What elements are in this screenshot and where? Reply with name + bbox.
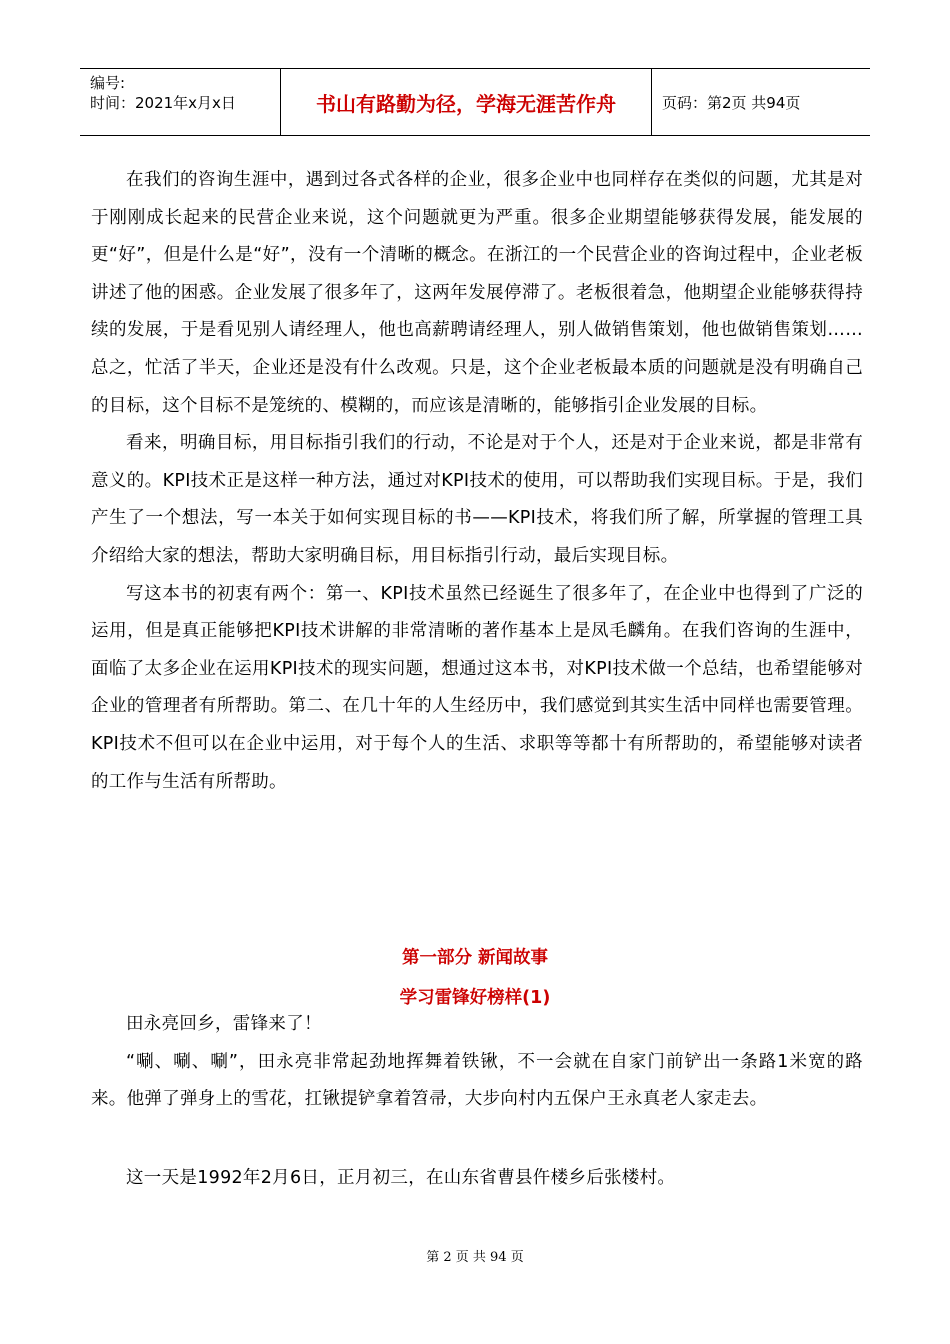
header-table: [80, 68, 870, 136]
story-title: 学习雷锋好榜样(1): [399, 988, 551, 1008]
story-paragraph: 这一天是1992年2月6日，正月初三，在山东省曹县仵楼乡后张楼村。: [126, 1168, 676, 1188]
part-title: 第一部分 新闻故事: [401, 948, 549, 968]
story-section: [91, 1006, 863, 1119]
story-paragraph: 田永亮回乡，雷锋来了！: [126, 1014, 322, 1034]
header-meta: [80, 69, 281, 135]
page-footer: 第 2 页 共 94 页: [426, 1250, 524, 1265]
story-paragraph: “唰、唰、唰”，田永亮非常起劲地挥舞着铁锹，不一会就在自家门前铲出一条路1米宽的路来。他弹了弹身上的雪花，扛锹提铲拿着笤帚，大步向村内五保户王永真老人家走去。: [91, 1051, 863, 1110]
story-final-section: [91, 1160, 863, 1198]
header-page-info: 页码：第2页 共94页: [662, 93, 801, 112]
header-motto: 书山有路勤为径，学海无涯苦作舟: [281, 69, 652, 135]
intro-paragraph: 在我们的咨询生涯中，遇到过各式各样的企业，很多企业中也同样存在类似的问题，尤其是对于刚刚成长起来的民营企业来说，这个问题就更为严重。很多企业期望能够获得发展，能发展的更“好”，但是什么是“好”，没有一个清晰的概念。在浙江的一个民营企业的咨询过程中，企业老板讲述了他的困惑。企业发展了很多年了，这两年发展停滞了。老板很着急，他期望企业能够获得持续的发展，于是看见别人请经理人，他也高薪聘请经理人，别人做销售策划，他也做销售策划……总之，忙活了半天，企业还是没有什么改观。只是，这个企业老板最本质的问题就是没有明确自己的目标，这个目标不是笼统的、模糊的，而应该是清晰的，能够指引企业发展的目标。: [91, 170, 863, 416]
intro-paragraph: 写这本书的初衷有两个：第一、KPI技术虽然已经诞生了很多年了，在企业中也得到了广泛的运用，但是真正能够把KPI技术讲解的非常清晰的著作基本上是凤毛麟角。在我们咨询的生涯中，面临了太多企业在运用KPI技术的现实问题，想通过这本书，对KPI技术做一个总结，也希望能够对企业的管理者有所帮助。第二、在几十年的人生经历中，我们感觉到其实生活中同样也需要管理。KPI技术不但可以在企业中运用，对于每个人的生活、求职等等都十有所帮助的，希望能够对读者的工作与生活有所帮助。: [91, 583, 863, 792]
intro-section: [91, 162, 863, 801]
intro-paragraph: 看来，明确目标，用目标指引我们的行动，不论是对于个人，还是对于企业来说，都是非常有意义的。KPI技术正是这样一种方法，通过对KPI技术的使用，可以帮助我们实现目标。于是，我们产生了一个想法，写一本关于如何实现目标的书——KPI技术，将我们所了解，所掌握的管理工具介绍给大家的想法，帮助大家明确目标，用目标指引行动，最后实现目标。: [91, 433, 863, 566]
time-label: 时间：2021年x月x日: [90, 94, 236, 112]
number-label: 编号:: [90, 74, 126, 92]
